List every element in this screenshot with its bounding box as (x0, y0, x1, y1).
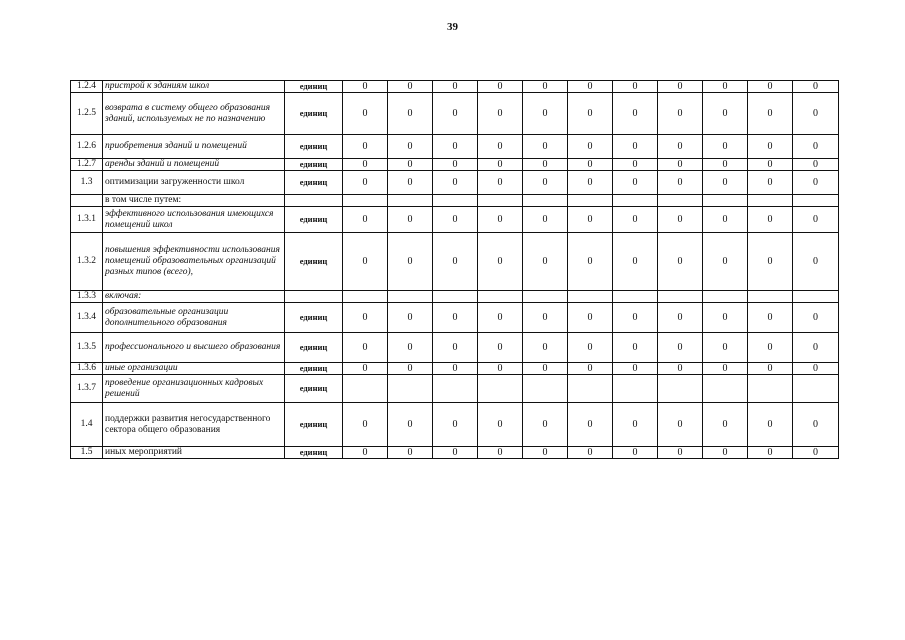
value-cell: 0 (568, 93, 613, 135)
value-cell: 0 (793, 171, 839, 195)
value-cell: 0 (703, 159, 748, 171)
value-cell: 0 (343, 171, 388, 195)
value-cell: 0 (748, 207, 793, 233)
value-cell: 0 (523, 159, 568, 171)
value-cell: 0 (433, 159, 478, 171)
value-cell: 0 (703, 135, 748, 159)
row-description: иные организации (103, 363, 285, 375)
value-cell: 0 (613, 363, 658, 375)
table-row (71, 233, 839, 291)
value-cell: 0 (703, 207, 748, 233)
row-description: повышения эффективности использования помещений образовательных организаций разных типов (всего), (103, 233, 285, 291)
value-cell: 0 (523, 363, 568, 375)
value-cell: 0 (433, 333, 478, 363)
value-cell: 0 (478, 159, 523, 171)
value-cell: 0 (478, 447, 523, 459)
value-cell: 0 (433, 303, 478, 333)
value-cell (703, 375, 748, 403)
value-cell: 0 (388, 93, 433, 135)
value-cell: 0 (613, 81, 658, 93)
value-cell: 0 (388, 159, 433, 171)
row-number: 1.3.5 (71, 333, 103, 363)
row-unit: единиц (285, 171, 343, 195)
value-cell: 0 (433, 207, 478, 233)
value-cell: 0 (613, 171, 658, 195)
row-number: 1.5 (71, 447, 103, 459)
row-description: пристрой к зданиям школ (103, 81, 285, 93)
value-cell: 0 (343, 135, 388, 159)
value-cell: 0 (703, 333, 748, 363)
data-table (70, 80, 839, 459)
value-cell: 0 (658, 333, 703, 363)
value-cell: 0 (613, 93, 658, 135)
value-cell (703, 195, 748, 207)
row-number: 1.3.1 (71, 207, 103, 233)
value-cell: 0 (478, 207, 523, 233)
value-cell: 0 (568, 135, 613, 159)
row-number (71, 195, 103, 207)
value-cell: 0 (343, 159, 388, 171)
value-cell (523, 195, 568, 207)
row-description: оптимизации загруженности школ (103, 171, 285, 195)
value-cell: 0 (793, 93, 839, 135)
table-row (71, 333, 839, 363)
value-cell: 0 (703, 303, 748, 333)
row-number: 1.3.7 (71, 375, 103, 403)
value-cell (703, 291, 748, 303)
value-cell: 0 (658, 135, 703, 159)
value-cell: 0 (658, 233, 703, 291)
value-cell: 0 (388, 303, 433, 333)
value-cell: 0 (568, 171, 613, 195)
value-cell: 0 (568, 333, 613, 363)
row-description: профессионального и высшего образования (103, 333, 285, 363)
value-cell: 0 (793, 159, 839, 171)
row-number: 1.3.4 (71, 303, 103, 333)
value-cell: 0 (568, 233, 613, 291)
table-row (71, 375, 839, 403)
value-cell: 0 (388, 363, 433, 375)
value-cell: 0 (433, 363, 478, 375)
row-unit: единиц (285, 93, 343, 135)
value-cell (388, 375, 433, 403)
value-cell: 0 (478, 135, 523, 159)
value-cell: 0 (748, 93, 793, 135)
row-number: 1.3 (71, 171, 103, 195)
row-number: 1.3.6 (71, 363, 103, 375)
table-row (71, 81, 839, 93)
row-description: включая: (103, 291, 285, 303)
value-cell: 0 (703, 233, 748, 291)
value-cell: 0 (478, 93, 523, 135)
row-description: эффективного использования имеющихся помещений школ (103, 207, 285, 233)
value-cell (343, 291, 388, 303)
value-cell: 0 (793, 333, 839, 363)
value-cell: 0 (433, 81, 478, 93)
table-body (71, 81, 839, 459)
value-cell (388, 195, 433, 207)
value-cell (523, 291, 568, 303)
row-description: проведение организационных кадровых решений (103, 375, 285, 403)
row-unit: единиц (285, 363, 343, 375)
value-cell: 0 (568, 81, 613, 93)
value-cell: 0 (568, 207, 613, 233)
value-cell: 0 (793, 303, 839, 333)
value-cell: 0 (568, 159, 613, 171)
value-cell: 0 (478, 333, 523, 363)
value-cell: 0 (343, 403, 388, 447)
value-cell (433, 375, 478, 403)
value-cell: 0 (388, 81, 433, 93)
value-cell: 0 (703, 447, 748, 459)
value-cell: 0 (703, 93, 748, 135)
value-cell (523, 375, 568, 403)
row-number: 1.2.5 (71, 93, 103, 135)
value-cell: 0 (658, 303, 703, 333)
row-number: 1.2.4 (71, 81, 103, 93)
value-cell: 0 (433, 447, 478, 459)
value-cell (343, 375, 388, 403)
value-cell: 0 (388, 207, 433, 233)
table-row (71, 93, 839, 135)
value-cell: 0 (433, 93, 478, 135)
value-cell: 0 (433, 171, 478, 195)
value-cell: 0 (658, 447, 703, 459)
row-number: 1.2.6 (71, 135, 103, 159)
value-cell: 0 (433, 233, 478, 291)
table-row (71, 171, 839, 195)
value-cell: 0 (613, 233, 658, 291)
value-cell: 0 (748, 81, 793, 93)
row-unit: единиц (285, 303, 343, 333)
value-cell: 0 (523, 447, 568, 459)
value-cell (478, 375, 523, 403)
value-cell: 0 (523, 207, 568, 233)
table-row (71, 363, 839, 375)
value-cell: 0 (793, 363, 839, 375)
value-cell: 0 (568, 363, 613, 375)
value-cell: 0 (388, 403, 433, 447)
row-number: 1.3.2 (71, 233, 103, 291)
value-cell: 0 (478, 171, 523, 195)
value-cell: 0 (388, 233, 433, 291)
value-cell: 0 (793, 207, 839, 233)
value-cell (568, 195, 613, 207)
value-cell: 0 (613, 403, 658, 447)
row-unit: единиц (285, 135, 343, 159)
value-cell: 0 (613, 207, 658, 233)
value-cell: 0 (658, 81, 703, 93)
value-cell: 0 (478, 81, 523, 93)
value-cell (748, 375, 793, 403)
row-unit: единиц (285, 375, 343, 403)
value-cell: 0 (793, 81, 839, 93)
value-cell: 0 (658, 207, 703, 233)
value-cell: 0 (523, 135, 568, 159)
value-cell: 0 (478, 303, 523, 333)
value-cell (748, 291, 793, 303)
row-description: иных мероприятий (103, 447, 285, 459)
value-cell: 0 (343, 447, 388, 459)
value-cell: 0 (568, 303, 613, 333)
value-cell: 0 (613, 135, 658, 159)
value-cell (478, 195, 523, 207)
row-unit (285, 195, 343, 207)
value-cell (658, 195, 703, 207)
value-cell (613, 375, 658, 403)
table-row (71, 207, 839, 233)
value-cell: 0 (613, 303, 658, 333)
row-unit: единиц (285, 447, 343, 459)
value-cell (613, 195, 658, 207)
value-cell: 0 (523, 303, 568, 333)
page-number: 39 (447, 21, 458, 33)
value-cell: 0 (613, 333, 658, 363)
value-cell (343, 195, 388, 207)
value-cell: 0 (748, 303, 793, 333)
value-cell: 0 (433, 135, 478, 159)
row-unit: единиц (285, 159, 343, 171)
value-cell: 0 (523, 171, 568, 195)
table-row (71, 159, 839, 171)
row-number: 1.4 (71, 403, 103, 447)
row-unit: единиц (285, 333, 343, 363)
value-cell: 0 (793, 233, 839, 291)
table-row (71, 403, 839, 447)
value-cell: 0 (343, 233, 388, 291)
value-cell (433, 195, 478, 207)
value-cell (793, 195, 839, 207)
value-cell (478, 291, 523, 303)
row-unit: единиц (285, 207, 343, 233)
row-description: аренды зданий и помещений (103, 159, 285, 171)
row-description: возврата в систему общего образования зданий, используемых не по назначению (103, 93, 285, 135)
value-cell: 0 (793, 135, 839, 159)
value-cell: 0 (658, 363, 703, 375)
value-cell (748, 195, 793, 207)
value-cell: 0 (478, 233, 523, 291)
value-cell: 0 (388, 447, 433, 459)
value-cell: 0 (478, 403, 523, 447)
row-description: поддержки развития негосударственного сектора общего образования (103, 403, 285, 447)
row-unit (285, 291, 343, 303)
value-cell: 0 (748, 135, 793, 159)
row-number: 1.3.3 (71, 291, 103, 303)
value-cell: 0 (703, 363, 748, 375)
table-row (71, 135, 839, 159)
value-cell: 0 (703, 403, 748, 447)
value-cell: 0 (703, 81, 748, 93)
value-cell: 0 (388, 171, 433, 195)
value-cell (658, 375, 703, 403)
value-cell: 0 (748, 333, 793, 363)
value-cell: 0 (343, 207, 388, 233)
row-description: в том числе путем: (103, 195, 285, 207)
value-cell (658, 291, 703, 303)
value-cell: 0 (343, 81, 388, 93)
value-cell: 0 (388, 135, 433, 159)
value-cell (613, 291, 658, 303)
table-row (71, 447, 839, 459)
value-cell: 0 (748, 363, 793, 375)
value-cell (388, 291, 433, 303)
value-cell: 0 (703, 171, 748, 195)
value-cell (568, 291, 613, 303)
row-description: образовательные организации дополнительного образования (103, 303, 285, 333)
table-row (71, 291, 839, 303)
value-cell: 0 (343, 333, 388, 363)
value-cell (568, 375, 613, 403)
value-cell: 0 (568, 447, 613, 459)
row-description: приобретения зданий и помещений (103, 135, 285, 159)
table-row (71, 195, 839, 207)
value-cell: 0 (793, 447, 839, 459)
row-unit: единиц (285, 81, 343, 93)
value-cell: 0 (568, 403, 613, 447)
value-cell: 0 (343, 93, 388, 135)
value-cell: 0 (658, 171, 703, 195)
row-unit: единиц (285, 233, 343, 291)
value-cell: 0 (433, 403, 478, 447)
value-cell: 0 (523, 403, 568, 447)
row-unit: единиц (285, 403, 343, 447)
value-cell: 0 (613, 447, 658, 459)
value-cell: 0 (343, 303, 388, 333)
value-cell: 0 (523, 81, 568, 93)
table-row (71, 303, 839, 333)
value-cell: 0 (343, 363, 388, 375)
value-cell: 0 (658, 159, 703, 171)
row-number: 1.2.7 (71, 159, 103, 171)
value-cell: 0 (793, 403, 839, 447)
value-cell: 0 (523, 93, 568, 135)
value-cell (433, 291, 478, 303)
value-cell: 0 (748, 403, 793, 447)
value-cell: 0 (748, 159, 793, 171)
value-cell (793, 291, 839, 303)
value-cell: 0 (658, 403, 703, 447)
value-cell: 0 (748, 233, 793, 291)
value-cell: 0 (523, 233, 568, 291)
value-cell: 0 (388, 333, 433, 363)
value-cell: 0 (748, 171, 793, 195)
value-cell: 0 (613, 159, 658, 171)
value-cell: 0 (748, 447, 793, 459)
value-cell: 0 (478, 363, 523, 375)
value-cell (793, 375, 839, 403)
value-cell: 0 (658, 93, 703, 135)
value-cell: 0 (523, 333, 568, 363)
